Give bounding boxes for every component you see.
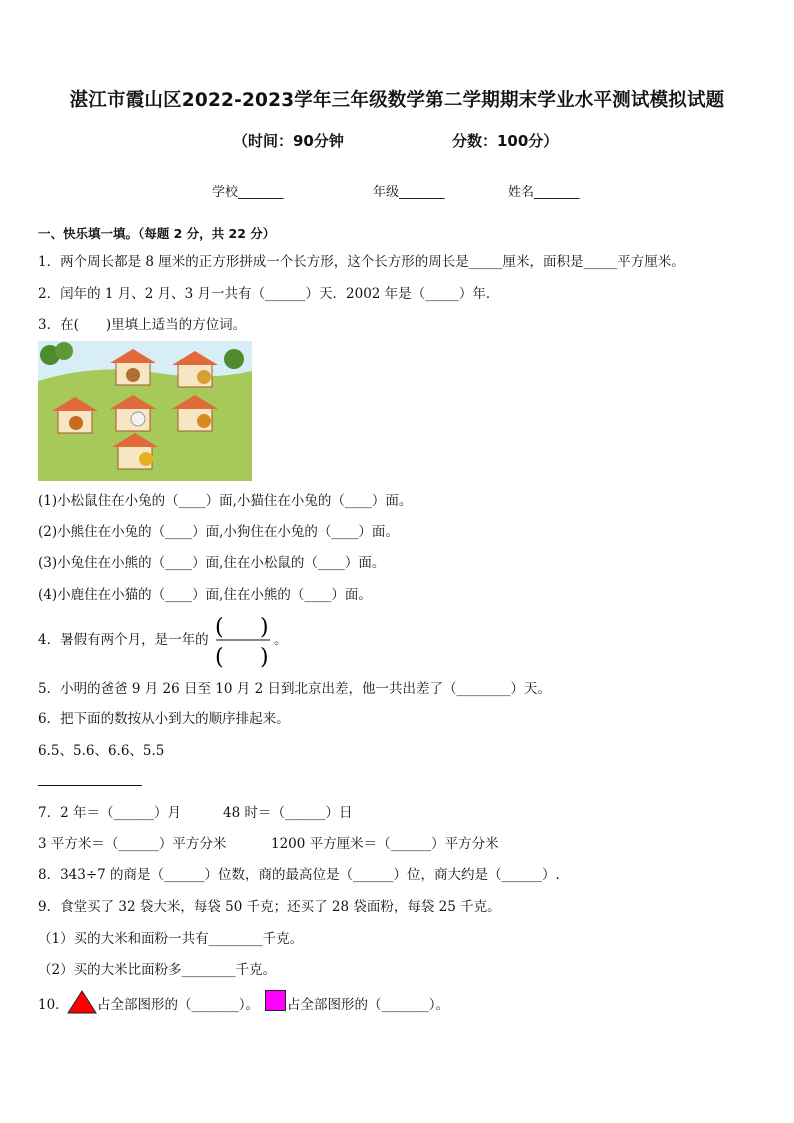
question-4-end: 。: [274, 632, 288, 648]
red-triangle-icon: [67, 990, 97, 1014]
question-10-number: 10．: [38, 997, 69, 1013]
question-6: 6．把下面的数按从小到大的顺序排起来。: [38, 711, 290, 727]
svg-text:(: (: [215, 615, 224, 640]
question-7c: 3 平方米＝（______）平方分米: [38, 836, 227, 852]
question-9-part-1: （1）买的大米和面粉一共有________千克。: [38, 931, 304, 947]
svg-text:): ): [260, 615, 269, 640]
question-9-part-2: （2）买的大米比面粉多________千克。: [38, 962, 277, 978]
svg-text:): ): [260, 645, 269, 668]
school-field: 学校_______: [212, 185, 284, 200]
name-field: 姓名_______: [508, 185, 580, 200]
question-10-triangle-text: 占全部图形的（_______）。: [97, 997, 259, 1013]
question-3: 3．在( )里填上适当的方位词。: [38, 317, 247, 333]
question-7a: 7．2 年＝（______）月: [38, 805, 181, 821]
question-10-square-text: 占全部图形的（_______）。: [287, 997, 449, 1013]
question-7d: 1200 平方厘米＝（______）平方分米: [271, 836, 499, 852]
question-6-numbers: 6.5、5.6、6.6、5.5: [38, 743, 165, 759]
grade-field: 年级_______: [373, 185, 445, 200]
question-2: 2．闰年的 1 月、2 月、3 月一共有（______）天．2002 年是（_____）年．: [38, 286, 500, 302]
question-3-item-2: (2)小熊住在小兔的（____）面,小狗住在小兔的（____）面。: [38, 524, 399, 540]
question-7b: 48 时＝（______）日: [223, 805, 353, 821]
answer-line: [38, 785, 142, 786]
section-heading: 一、快乐填一填。（每题 2 分，共 22 分）: [38, 226, 276, 241]
exam-title: 湛江市霞山区2022-2023学年三年级数学第二学期期末学业水平测试模拟试题: [69, 90, 725, 111]
exam-time: （时间：90分钟: [233, 132, 344, 150]
question-3-item-4: (4)小鹿住在小猫的（____）面,住在小熊的（____）面。: [38, 587, 372, 603]
svg-text:(: (: [215, 645, 224, 668]
fraction-blank: [214, 612, 272, 668]
question-3-item-1: (1)小松鼠住在小兔的（____）面,小猫住在小兔的（____）面。: [38, 493, 413, 509]
animal-houses-illustration: [38, 341, 252, 481]
question-8: 8．343÷7 的商是（______）位数，商的最高位是（______）位，商大约是（______）.: [38, 867, 560, 883]
exam-score: 分数：100分）: [452, 132, 559, 150]
magenta-square-icon: [265, 990, 286, 1011]
question-1: 1．两个周长都是 8 厘米的正方形拼成一个长方形，这个长方形的周长是_____厘米，面积是_____平方厘米。: [38, 254, 685, 270]
question-3-item-3: (3)小兔住在小熊的（____）面,住在小松鼠的（____）面。: [38, 555, 386, 571]
question-9: 9．食堂买了 32 袋大米，每袋 50 千克；还买了 28 袋面粉，每袋 25 千克。: [38, 899, 501, 915]
question-5: 5．小明的爸爸 9 月 26 日至 10 月 2 日到北京出差，他一共出差了（________）天。: [38, 681, 551, 697]
question-4: 4．暑假有两个月，是一年的: [38, 632, 209, 648]
